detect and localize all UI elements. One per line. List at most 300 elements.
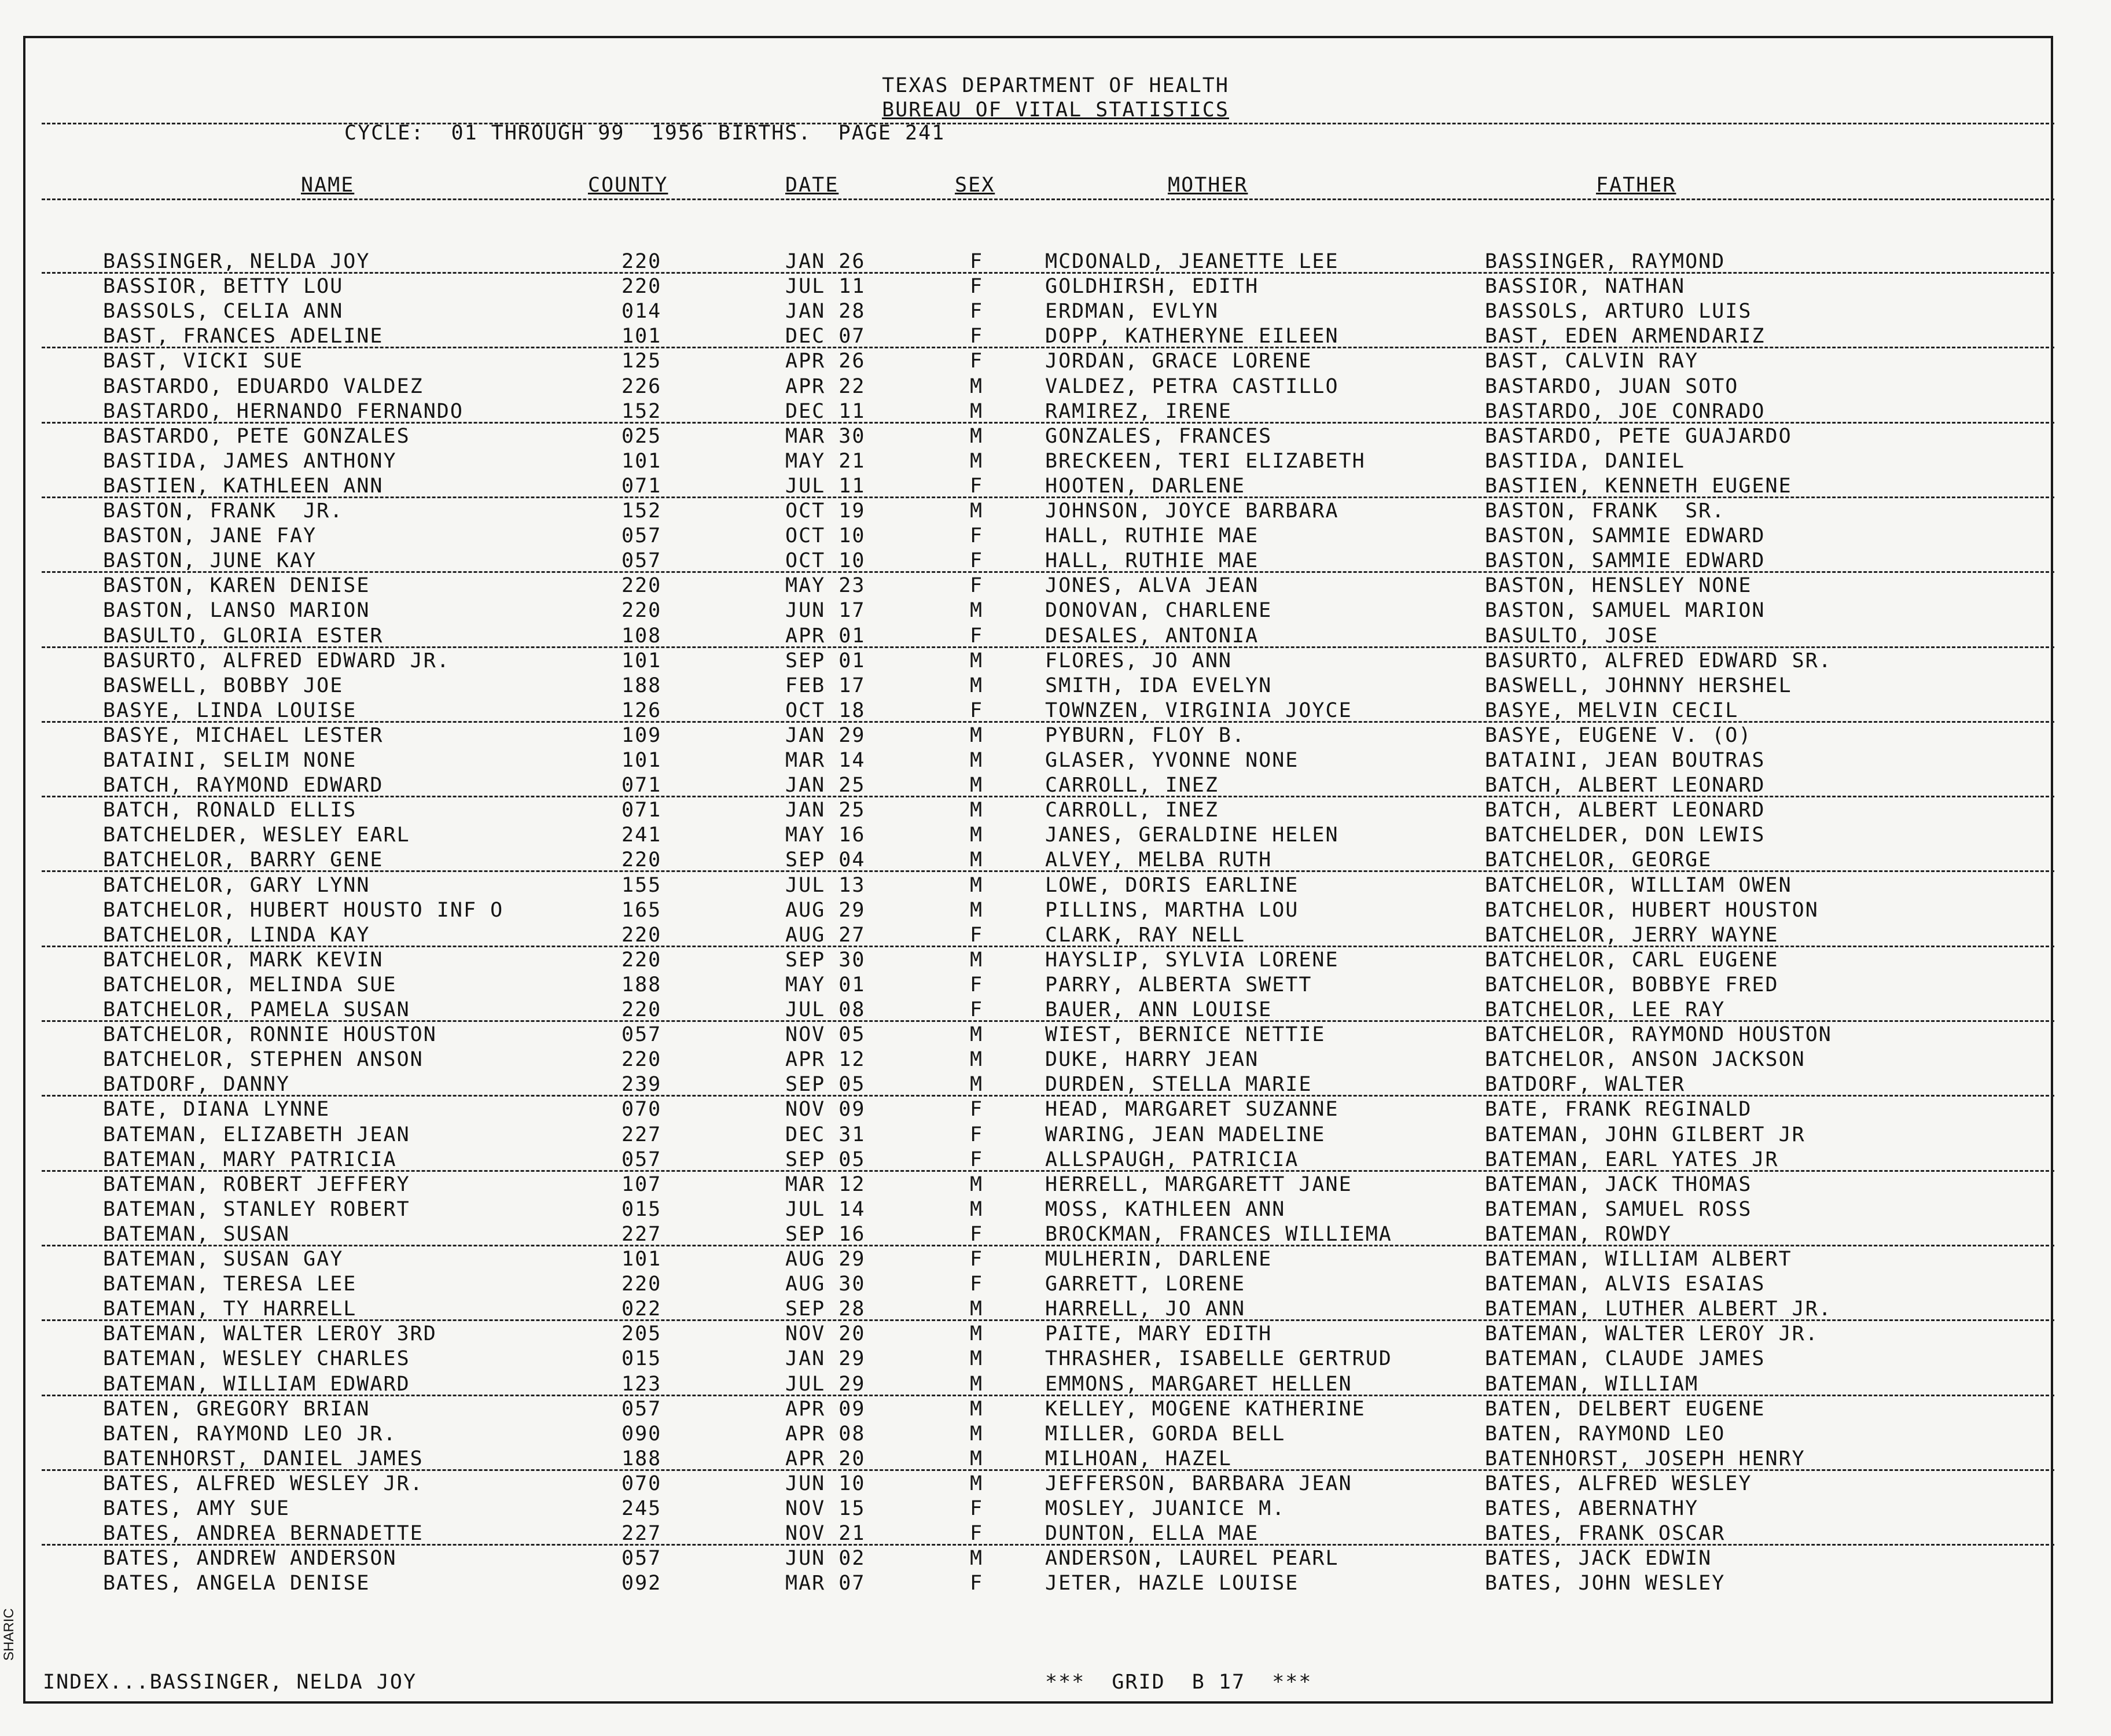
record-mother: DONOVAN, CHARLENE [1045, 599, 1273, 622]
record-name: BATEMAN, MARY PATRICIA [103, 1148, 397, 1171]
record-sex: M [970, 874, 984, 897]
record-county: 239 [621, 1073, 662, 1096]
record-father: BASTARDO, PETE GUAJARDO [1485, 425, 1792, 448]
record-row [0, 649, 2111, 674]
record-date: SEP 05 [785, 1073, 866, 1096]
record-name: BATE, DIANA LYNNE [103, 1098, 330, 1121]
record-row [0, 624, 2111, 649]
record-county: 220 [621, 998, 662, 1021]
record-father: BATENHORST, JOSEPH HENRY [1485, 1447, 1805, 1470]
record-county: 125 [621, 350, 662, 373]
record-father: BATAINI, JEAN BOUTRAS [1485, 749, 1766, 772]
record-row [0, 724, 2111, 749]
record-sex: F [970, 275, 984, 298]
record-county: 205 [621, 1322, 662, 1345]
record-sex: M [970, 375, 984, 398]
record-mother: DOPP, KATHERYNE EILEEN [1045, 325, 1339, 348]
record-date: NOV 21 [785, 1522, 866, 1545]
record-mother: MOSS, KATHLEEN ANN [1045, 1198, 1286, 1221]
record-mother: CARROLL, INEZ [1045, 774, 1219, 797]
record-mother: HALL, RUTHIE MAE [1045, 549, 1259, 572]
record-father: BATEMAN, JACK THOMAS [1485, 1173, 1752, 1196]
record-sex: M [970, 724, 984, 747]
record-row [0, 1198, 2111, 1223]
record-sex: F [970, 1572, 984, 1595]
record-name: BATES, ANDREW ANDERSON [103, 1547, 397, 1570]
record-sex: M [970, 1472, 984, 1495]
record-father: BATCHELOR, LEE RAY [1485, 998, 1726, 1021]
record-date: SEP 28 [785, 1297, 866, 1321]
record-mother: ALLSPAUGH, PATRICIA [1045, 1148, 1299, 1171]
record-date: SEP 05 [785, 1148, 866, 1171]
record-county: 071 [621, 774, 662, 797]
record-county: 057 [621, 524, 662, 547]
record-county: 220 [621, 924, 662, 947]
record-father: BATCHELOR, GEORGE [1485, 848, 1712, 871]
record-county: 220 [621, 250, 662, 273]
record-name: BASTARDO, EDUARDO VALDEZ [103, 375, 424, 398]
record-name: BATCHELOR, HUBERT HOUSTO INF O [103, 899, 504, 922]
record-mother: WARING, JEAN MADELINE [1045, 1123, 1326, 1146]
record-father: BASTIDA, DANIEL [1485, 450, 1686, 473]
record-name: BATCHELOR, RONNIE HOUSTON [103, 1023, 437, 1046]
record-father: BASULTO, JOSE [1485, 624, 1658, 648]
record-sex: M [970, 774, 984, 797]
record-mother: JANES, GERALDINE HELEN [1045, 823, 1339, 847]
record-county: 057 [621, 1023, 662, 1046]
record-date: SEP 01 [785, 649, 866, 672]
record-date: JUL 13 [785, 874, 866, 897]
record-row [0, 1272, 2111, 1297]
record-row [0, 1572, 2111, 1597]
record-county: 057 [621, 549, 662, 572]
record-name: BASTON, JUNE KAY [103, 549, 317, 572]
record-sex: M [970, 948, 984, 972]
record-row [0, 1297, 2111, 1322]
record-row [0, 275, 2111, 300]
record-sex: F [970, 350, 984, 373]
record-mother: CLARK, RAY NELL [1045, 924, 1246, 947]
record-county: 152 [621, 499, 662, 523]
record-mother: JONES, ALVA JEAN [1045, 574, 1259, 597]
record-sex: F [970, 1272, 984, 1296]
record-sex: M [970, 823, 984, 847]
record-name: BASTON, FRANK JR. [103, 499, 344, 523]
record-date: APR 22 [785, 375, 866, 398]
record-sex: F [970, 325, 984, 348]
record-date: OCT 19 [785, 499, 866, 523]
record-sex: M [970, 1048, 984, 1071]
record-sex: F [970, 998, 984, 1021]
record-date: JAN 29 [785, 1347, 866, 1370]
record-sex: M [970, 1373, 984, 1396]
record-date: MAR 07 [785, 1572, 866, 1595]
record-row [0, 948, 2111, 973]
record-name: BASTIDA, JAMES ANTHONY [103, 450, 397, 473]
record-row [0, 300, 2111, 325]
record-father: BASSIOR, NATHAN [1485, 275, 1686, 298]
record-county: 220 [621, 599, 662, 622]
column-header-father: FATHER [1596, 174, 1676, 197]
record-county: 101 [621, 749, 662, 772]
record-mother: MOSLEY, JUANICE M. [1045, 1497, 1286, 1520]
record-mother: GLASER, YVONNE NONE [1045, 749, 1299, 772]
record-father: BASTIEN, KENNETH EUGENE [1485, 475, 1792, 498]
record-mother: PAITE, MARY EDITH [1045, 1322, 1273, 1345]
record-mother: DURDEN, STELLA MARIE [1045, 1073, 1312, 1096]
record-father: BATEMAN, WALTER LEROY JR. [1485, 1322, 1819, 1345]
record-name: BATCHELOR, BARRY GENE [103, 848, 384, 871]
record-name: BASTARDO, HERNANDO FERNANDO [103, 400, 464, 423]
record-sex: M [970, 450, 984, 473]
record-sex: M [970, 1023, 984, 1046]
record-date: JAN 28 [785, 300, 866, 323]
record-date: NOV 09 [785, 1098, 866, 1121]
record-name: BATES, ALFRED WESLEY JR. [103, 1472, 424, 1495]
record-date: MAR 14 [785, 749, 866, 772]
record-row [0, 1397, 2111, 1422]
grid-reference: *** GRID B 17 *** [1045, 1671, 1312, 1694]
record-name: BASWELL, BOBBY JOE [103, 674, 344, 697]
record-name: BATEMAN, TERESA LEE [103, 1272, 357, 1296]
record-county: 070 [621, 1098, 662, 1121]
record-date: AUG 30 [785, 1272, 866, 1296]
record-date: SEP 16 [785, 1223, 866, 1246]
record-county: 071 [621, 475, 662, 498]
record-name: BATEN, GREGORY BRIAN [103, 1397, 370, 1421]
record-row [0, 874, 2111, 899]
record-date: JAN 29 [785, 724, 866, 747]
record-date: NOV 15 [785, 1497, 866, 1520]
record-date: MAY 21 [785, 450, 866, 473]
record-row [0, 899, 2111, 924]
record-mother: HARRELL, JO ANN [1045, 1297, 1246, 1321]
record-sex: M [970, 1397, 984, 1421]
record-mother: HEAD, MARGARET SUZANNE [1045, 1098, 1339, 1121]
record-sex: F [970, 1223, 984, 1246]
record-county: 015 [621, 1198, 662, 1221]
record-row [0, 250, 2111, 275]
record-sex: F [970, 699, 984, 722]
record-date: JUL 11 [785, 275, 866, 298]
record-father: BATEMAN, LUTHER ALBERT JR. [1485, 1297, 1832, 1321]
record-sex: F [970, 574, 984, 597]
record-county: 188 [621, 1447, 662, 1470]
record-date: OCT 10 [785, 524, 866, 547]
record-mother: SMITH, IDA EVELYN [1045, 674, 1273, 697]
record-name: BATCHELOR, STEPHEN ANSON [103, 1048, 424, 1071]
record-mother: VALDEZ, PETRA CASTILLO [1045, 375, 1339, 398]
record-row [0, 1522, 2111, 1547]
record-name: BAST, FRANCES ADELINE [103, 325, 384, 348]
record-row [0, 1148, 2111, 1173]
record-date: AUG 29 [785, 899, 866, 922]
record-name: BASYE, LINDA LOUISE [103, 699, 357, 722]
record-name: BASTON, JANE FAY [103, 524, 317, 547]
record-date: AUG 29 [785, 1248, 866, 1271]
record-row [0, 823, 2111, 848]
record-name: BASSIOR, BETTY LOU [103, 275, 344, 298]
record-row [0, 1497, 2111, 1522]
record-name: BATEMAN, ROBERT JEFFERY [103, 1173, 410, 1196]
record-sex: M [970, 899, 984, 922]
index-line: INDEX...BASSINGER, NELDA JOY [43, 1671, 417, 1694]
record-mother: THRASHER, ISABELLE GERTRUD [1045, 1347, 1392, 1370]
record-name: BATEMAN, SUSAN [103, 1223, 290, 1246]
record-row [0, 1023, 2111, 1048]
record-county: 227 [621, 1123, 662, 1146]
record-father: BASSINGER, RAYMOND [1485, 250, 1726, 273]
record-mother: CARROLL, INEZ [1045, 799, 1219, 822]
record-county: 090 [621, 1422, 662, 1446]
record-row [0, 1422, 2111, 1447]
record-mother: JOHNSON, JOYCE BARBARA [1045, 499, 1339, 523]
record-county: 107 [621, 1173, 662, 1196]
record-county: 071 [621, 799, 662, 822]
record-date: JUL 08 [785, 998, 866, 1021]
record-mother: GARRETT, LORENE [1045, 1272, 1246, 1296]
record-date: APR 08 [785, 1422, 866, 1446]
record-name: BATEMAN, ELIZABETH JEAN [103, 1123, 410, 1146]
record-sex: F [970, 1248, 984, 1271]
record-father: BATEMAN, ALVIS ESAIAS [1485, 1272, 1766, 1296]
record-date: OCT 10 [785, 549, 866, 572]
record-county: 220 [621, 948, 662, 972]
record-county: 241 [621, 823, 662, 847]
record-name: BATCHELOR, PAMELA SUSAN [103, 998, 410, 1021]
record-mother: TOWNZEN, VIRGINIA JOYCE [1045, 699, 1352, 722]
record-row [0, 1447, 2111, 1472]
record-sex: M [970, 1547, 984, 1570]
record-mother: ALVEY, MELBA RUTH [1045, 848, 1273, 871]
record-father: BATCHELOR, RAYMOND HOUSTON [1485, 1023, 1832, 1046]
record-father: BATES, FRANK OSCAR [1485, 1522, 1726, 1545]
record-county: 070 [621, 1472, 662, 1495]
record-name: BATCHELOR, MARK KEVIN [103, 948, 384, 972]
record-father: BASYE, MELVIN CECIL [1485, 699, 1739, 722]
record-row [0, 375, 2111, 400]
record-father: BATCHELDER, DON LEWIS [1485, 823, 1766, 847]
record-father: BASTARDO, JUAN SOTO [1485, 375, 1739, 398]
record-date: DEC 07 [785, 325, 866, 348]
record-row [0, 1248, 2111, 1272]
record-mother: DESALES, ANTONIA [1045, 624, 1259, 648]
record-father: BAST, EDEN ARMENDARIZ [1485, 325, 1766, 348]
record-father: BATCHELOR, WILLIAM OWEN [1485, 874, 1792, 897]
record-row [0, 524, 2111, 549]
record-date: APR 26 [785, 350, 866, 373]
record-mother: GONZALES, FRANCES [1045, 425, 1273, 448]
record-date: JAN 25 [785, 774, 866, 797]
record-date: FEB 17 [785, 674, 866, 697]
record-row [0, 350, 2111, 374]
record-sex: M [970, 400, 984, 423]
record-sex: F [970, 300, 984, 323]
cycle-info: CYCLE: 01 THROUGH 99 1956 BIRTHS. PAGE 241 [344, 122, 946, 145]
record-mother: MILHOAN, HAZEL [1045, 1447, 1233, 1470]
department-title: TEXAS DEPARTMENT OF HEALTH [882, 74, 1229, 97]
record-name: BASTARDO, PETE GONZALES [103, 425, 410, 448]
record-mother: GOLDHIRSH, EDITH [1045, 275, 1259, 298]
record-county: 022 [621, 1297, 662, 1321]
record-sex: M [970, 1297, 984, 1321]
record-sex: F [970, 1497, 984, 1520]
record-county: 057 [621, 1397, 662, 1421]
record-mother: PYBURN, FLOY B. [1045, 724, 1246, 747]
record-date: JAN 25 [785, 799, 866, 822]
record-county: 015 [621, 1347, 662, 1370]
record-row [0, 1472, 2111, 1497]
record-county: 126 [621, 699, 662, 722]
record-row [0, 1373, 2111, 1397]
record-sex: M [970, 1322, 984, 1345]
record-row [0, 1173, 2111, 1198]
record-county: 014 [621, 300, 662, 323]
record-row [0, 1322, 2111, 1347]
record-mother: ERDMAN, EVLYN [1045, 300, 1219, 323]
record-county: 025 [621, 425, 662, 448]
record-mother: DUKE, HARRY JEAN [1045, 1048, 1259, 1071]
record-date: NOV 20 [785, 1322, 866, 1345]
record-name: BATEMAN, WILLIAM EDWARD [103, 1373, 410, 1396]
record-sex: M [970, 848, 984, 871]
column-header-date: DATE [785, 174, 839, 197]
record-county: 057 [621, 1547, 662, 1570]
record-row [0, 1347, 2111, 1372]
record-county: 188 [621, 674, 662, 697]
record-sex: M [970, 749, 984, 772]
record-row [0, 1223, 2111, 1248]
record-name: BATCHELDER, WESLEY EARL [103, 823, 410, 847]
record-date: JUN 02 [785, 1547, 866, 1570]
column-header-name: NAME [301, 174, 355, 197]
record-mother: RAMIREZ, IRENE [1045, 400, 1233, 423]
record-date: JUL 14 [785, 1198, 866, 1221]
record-date: SEP 30 [785, 948, 866, 972]
record-mother: JEFFERSON, BARBARA JEAN [1045, 1472, 1352, 1495]
record-county: 109 [621, 724, 662, 747]
record-row [0, 1048, 2111, 1073]
record-county: 101 [621, 1248, 662, 1271]
record-row [0, 425, 2111, 450]
record-name: BASULTO, GLORIA ESTER [103, 624, 384, 648]
record-sex: M [970, 599, 984, 622]
record-name: BATES, ANDREA BERNADETTE [103, 1522, 424, 1545]
record-name: BATEMAN, SUSAN GAY [103, 1248, 344, 1271]
record-date: DEC 31 [785, 1123, 866, 1146]
record-row [0, 973, 2111, 998]
record-name: BASTON, KAREN DENISE [103, 574, 370, 597]
record-row [0, 998, 2111, 1023]
record-father: BASTON, SAMMIE EDWARD [1485, 524, 1766, 547]
record-row [0, 1547, 2111, 1572]
record-name: BATEMAN, STANLEY ROBERT [103, 1198, 410, 1221]
record-sex: F [970, 1148, 984, 1171]
record-mother: PARRY, ALBERTA SWETT [1045, 973, 1312, 996]
record-sex: M [970, 499, 984, 523]
record-date: JUN 17 [785, 599, 866, 622]
record-county: 188 [621, 973, 662, 996]
record-mother: DUNTON, ELLA MAE [1045, 1522, 1259, 1545]
record-father: BASSOLS, ARTURO LUIS [1485, 300, 1752, 323]
record-mother: MCDONALD, JEANETTE LEE [1045, 250, 1339, 273]
record-name: BATEMAN, TY HARRELL [103, 1297, 357, 1321]
record-sex: F [970, 250, 984, 273]
record-name: BASYE, MICHAEL LESTER [103, 724, 384, 747]
record-sex: M [970, 674, 984, 697]
record-father: BATEMAN, WILLIAM [1485, 1373, 1699, 1396]
record-father: BATCHELOR, JERRY WAYNE [1485, 924, 1779, 947]
record-father: BATEMAN, CLAUDE JAMES [1485, 1347, 1766, 1370]
record-date: SEP 04 [785, 848, 866, 871]
record-mother: MILLER, GORDA BELL [1045, 1422, 1286, 1446]
record-county: 220 [621, 1048, 662, 1071]
record-row [0, 799, 2111, 823]
record-date: JAN 26 [785, 250, 866, 273]
record-mother: WIEST, BERNICE NETTIE [1045, 1023, 1326, 1046]
record-father: BASTON, SAMMIE EDWARD [1485, 549, 1766, 572]
record-name: BATES, AMY SUE [103, 1497, 290, 1520]
record-father: BATEMAN, WILLIAM ALBERT [1485, 1248, 1792, 1271]
record-county: 092 [621, 1572, 662, 1595]
record-sex: M [970, 1173, 984, 1196]
record-father: BATEN, RAYMOND LEO [1485, 1422, 1726, 1446]
header-divider [42, 123, 2054, 124]
record-date: JUL 11 [785, 475, 866, 498]
record-mother: HERRELL, MARGARETT JANE [1045, 1173, 1352, 1196]
record-row [0, 674, 2111, 699]
record-sex: F [970, 1522, 984, 1545]
record-name: BATES, ANGELA DENISE [103, 1572, 370, 1595]
record-row [0, 848, 2111, 873]
record-sex: M [970, 1198, 984, 1221]
record-mother: HAYSLIP, SYLVIA LORENE [1045, 948, 1339, 972]
record-date: APR 09 [785, 1397, 866, 1421]
record-sex: F [970, 924, 984, 947]
record-mother: KELLEY, MOGENE KATHERINE [1045, 1397, 1366, 1421]
record-county: 123 [621, 1373, 662, 1396]
record-mother: PILLINS, MARTHA LOU [1045, 899, 1299, 922]
record-father: BATEMAN, ROWDY [1485, 1223, 1672, 1246]
record-name: BATCH, RAYMOND EDWARD [103, 774, 384, 797]
record-date: AUG 27 [785, 924, 866, 947]
record-county: 101 [621, 325, 662, 348]
record-name: BASSINGER, NELDA JOY [103, 250, 370, 273]
record-sex: M [970, 1447, 984, 1470]
record-county: 245 [621, 1497, 662, 1520]
record-sex: F [970, 1098, 984, 1121]
record-name: BAST, VICKI SUE [103, 350, 304, 373]
record-sex: F [970, 549, 984, 572]
column-header-county: COUNTY [588, 174, 668, 197]
record-county: 057 [621, 1148, 662, 1171]
record-date: JUL 29 [785, 1373, 866, 1396]
record-father: BASTON, FRANK SR. [1485, 499, 1726, 523]
record-row [0, 1098, 2111, 1123]
record-county: 226 [621, 375, 662, 398]
record-name: BATEMAN, WESLEY CHARLES [103, 1347, 410, 1370]
record-father: BAST, CALVIN RAY [1485, 350, 1699, 373]
record-mother: FLORES, JO ANN [1045, 649, 1233, 672]
record-sex: M [970, 425, 984, 448]
record-father: BASTARDO, JOE CONRADO [1485, 400, 1766, 423]
record-date: APR 20 [785, 1447, 866, 1470]
record-mother: MULHERIN, DARLENE [1045, 1248, 1273, 1271]
record-father: BASWELL, JOHNNY HERSHEL [1485, 674, 1792, 697]
record-father: BASTON, HENSLEY NONE [1485, 574, 1752, 597]
record-name: BATCHELOR, LINDA KAY [103, 924, 370, 947]
record-county: 101 [621, 649, 662, 672]
